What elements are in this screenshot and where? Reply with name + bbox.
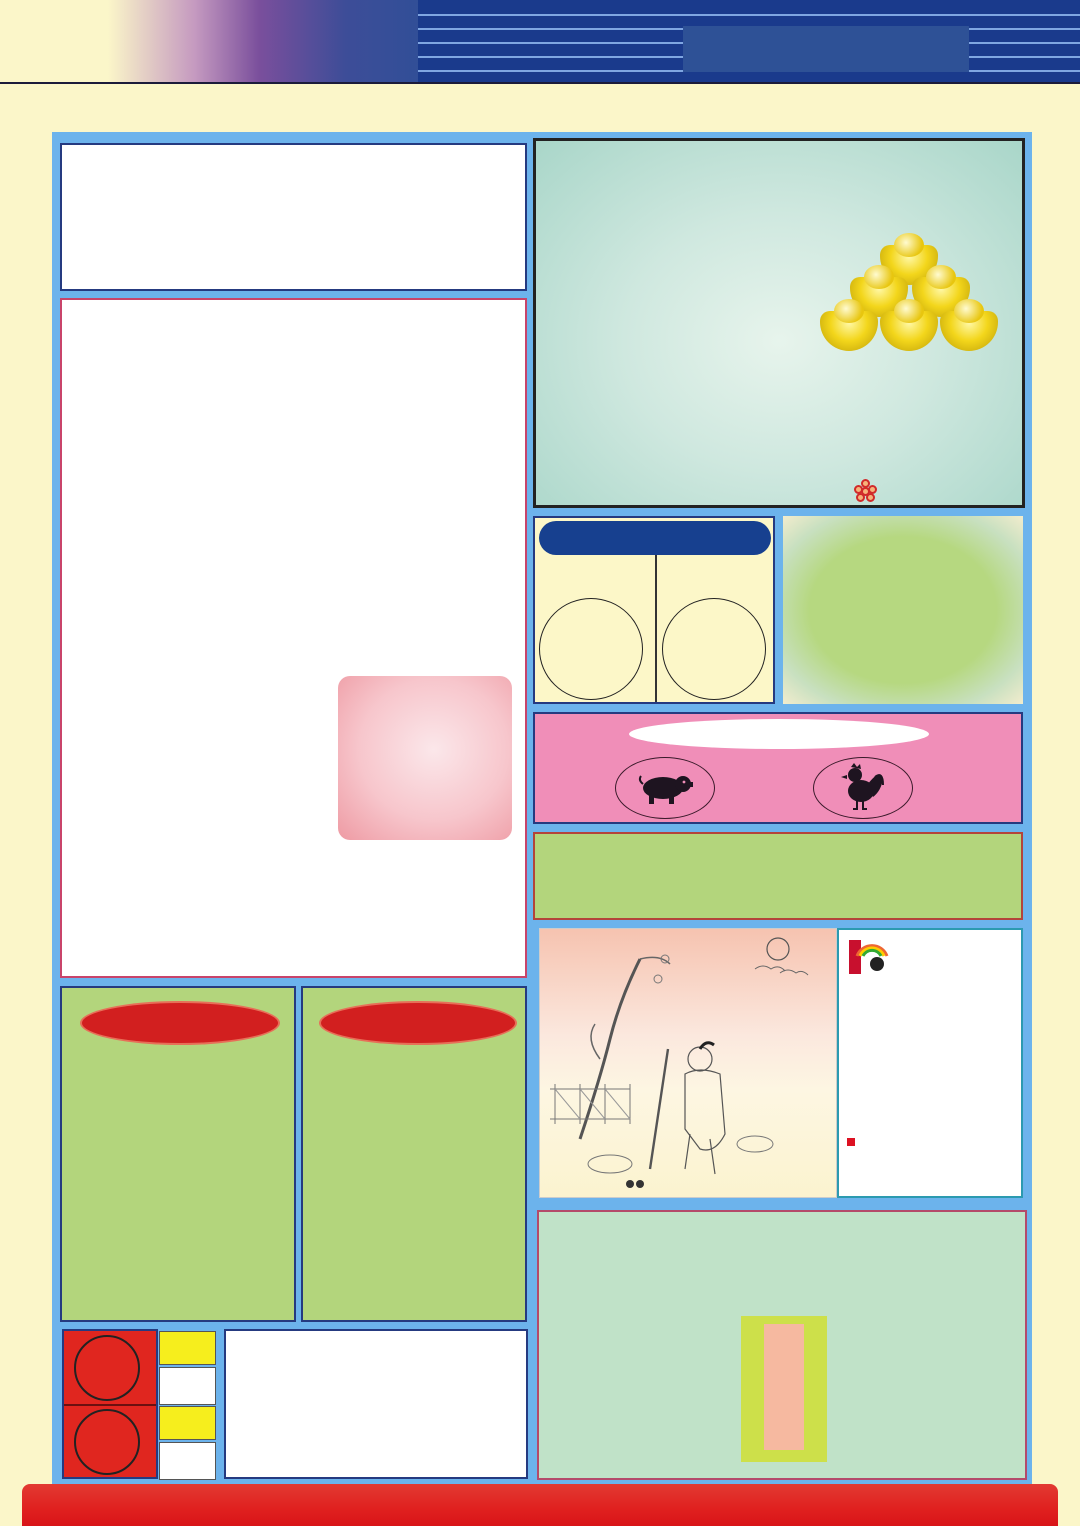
one-word-poem [861,990,975,1160]
count-label-2 [159,1406,216,1440]
almanac-stamp [764,1324,804,1450]
count-value-2 [159,1442,216,1480]
flower-icon [854,479,878,503]
this-special-title [539,521,771,555]
zodiac-poem-title [321,1003,515,1043]
count-label-1 [159,1331,216,1365]
red-number-2 [74,1409,140,1475]
big-badge [539,598,643,700]
five-numbers-panel [533,832,1023,920]
zodiac-poem-columns [333,1076,503,1311]
red-number-1 [74,1335,140,1401]
meeting-panel [60,298,527,978]
door-table-panel [60,143,527,291]
red-number-panel [62,1329,158,1479]
lottery-balls-icon [542,369,717,508]
this-special-divider [655,555,657,704]
header-panel [683,26,969,72]
red-divider [64,1404,156,1406]
rainbow-logo-icon [849,934,889,980]
gold-tip-panel [224,1329,528,1479]
pig-icon [615,757,715,819]
scholar-illustration [539,928,837,1198]
special-code-title [82,1003,278,1043]
special-code-panel [60,986,296,1322]
zodiac-poem-panel [301,986,527,1322]
this-special-panel [533,516,775,704]
hero-logo [854,479,886,503]
gold-ingots-icon [820,231,1000,351]
rooster-icon [813,757,913,819]
hero-panel [533,138,1025,508]
bottom-banner [22,1484,1058,1526]
one-word-panel [837,928,1023,1198]
lucky-zodiac-title [629,719,929,749]
count-value-1 [159,1367,216,1405]
header-banner [0,0,1080,84]
border-strip-right [1036,130,1070,1470]
border-strip-top [8,97,1072,127]
seal-icon [847,1138,855,1146]
even-badge [662,598,766,700]
decorative-oval [783,516,1023,704]
secret-image [338,676,512,840]
border-strip-left [10,130,44,1470]
almanac-panel [537,1210,1027,1480]
lucky-zodiac-panel [533,712,1023,824]
header-divider [0,82,1080,84]
